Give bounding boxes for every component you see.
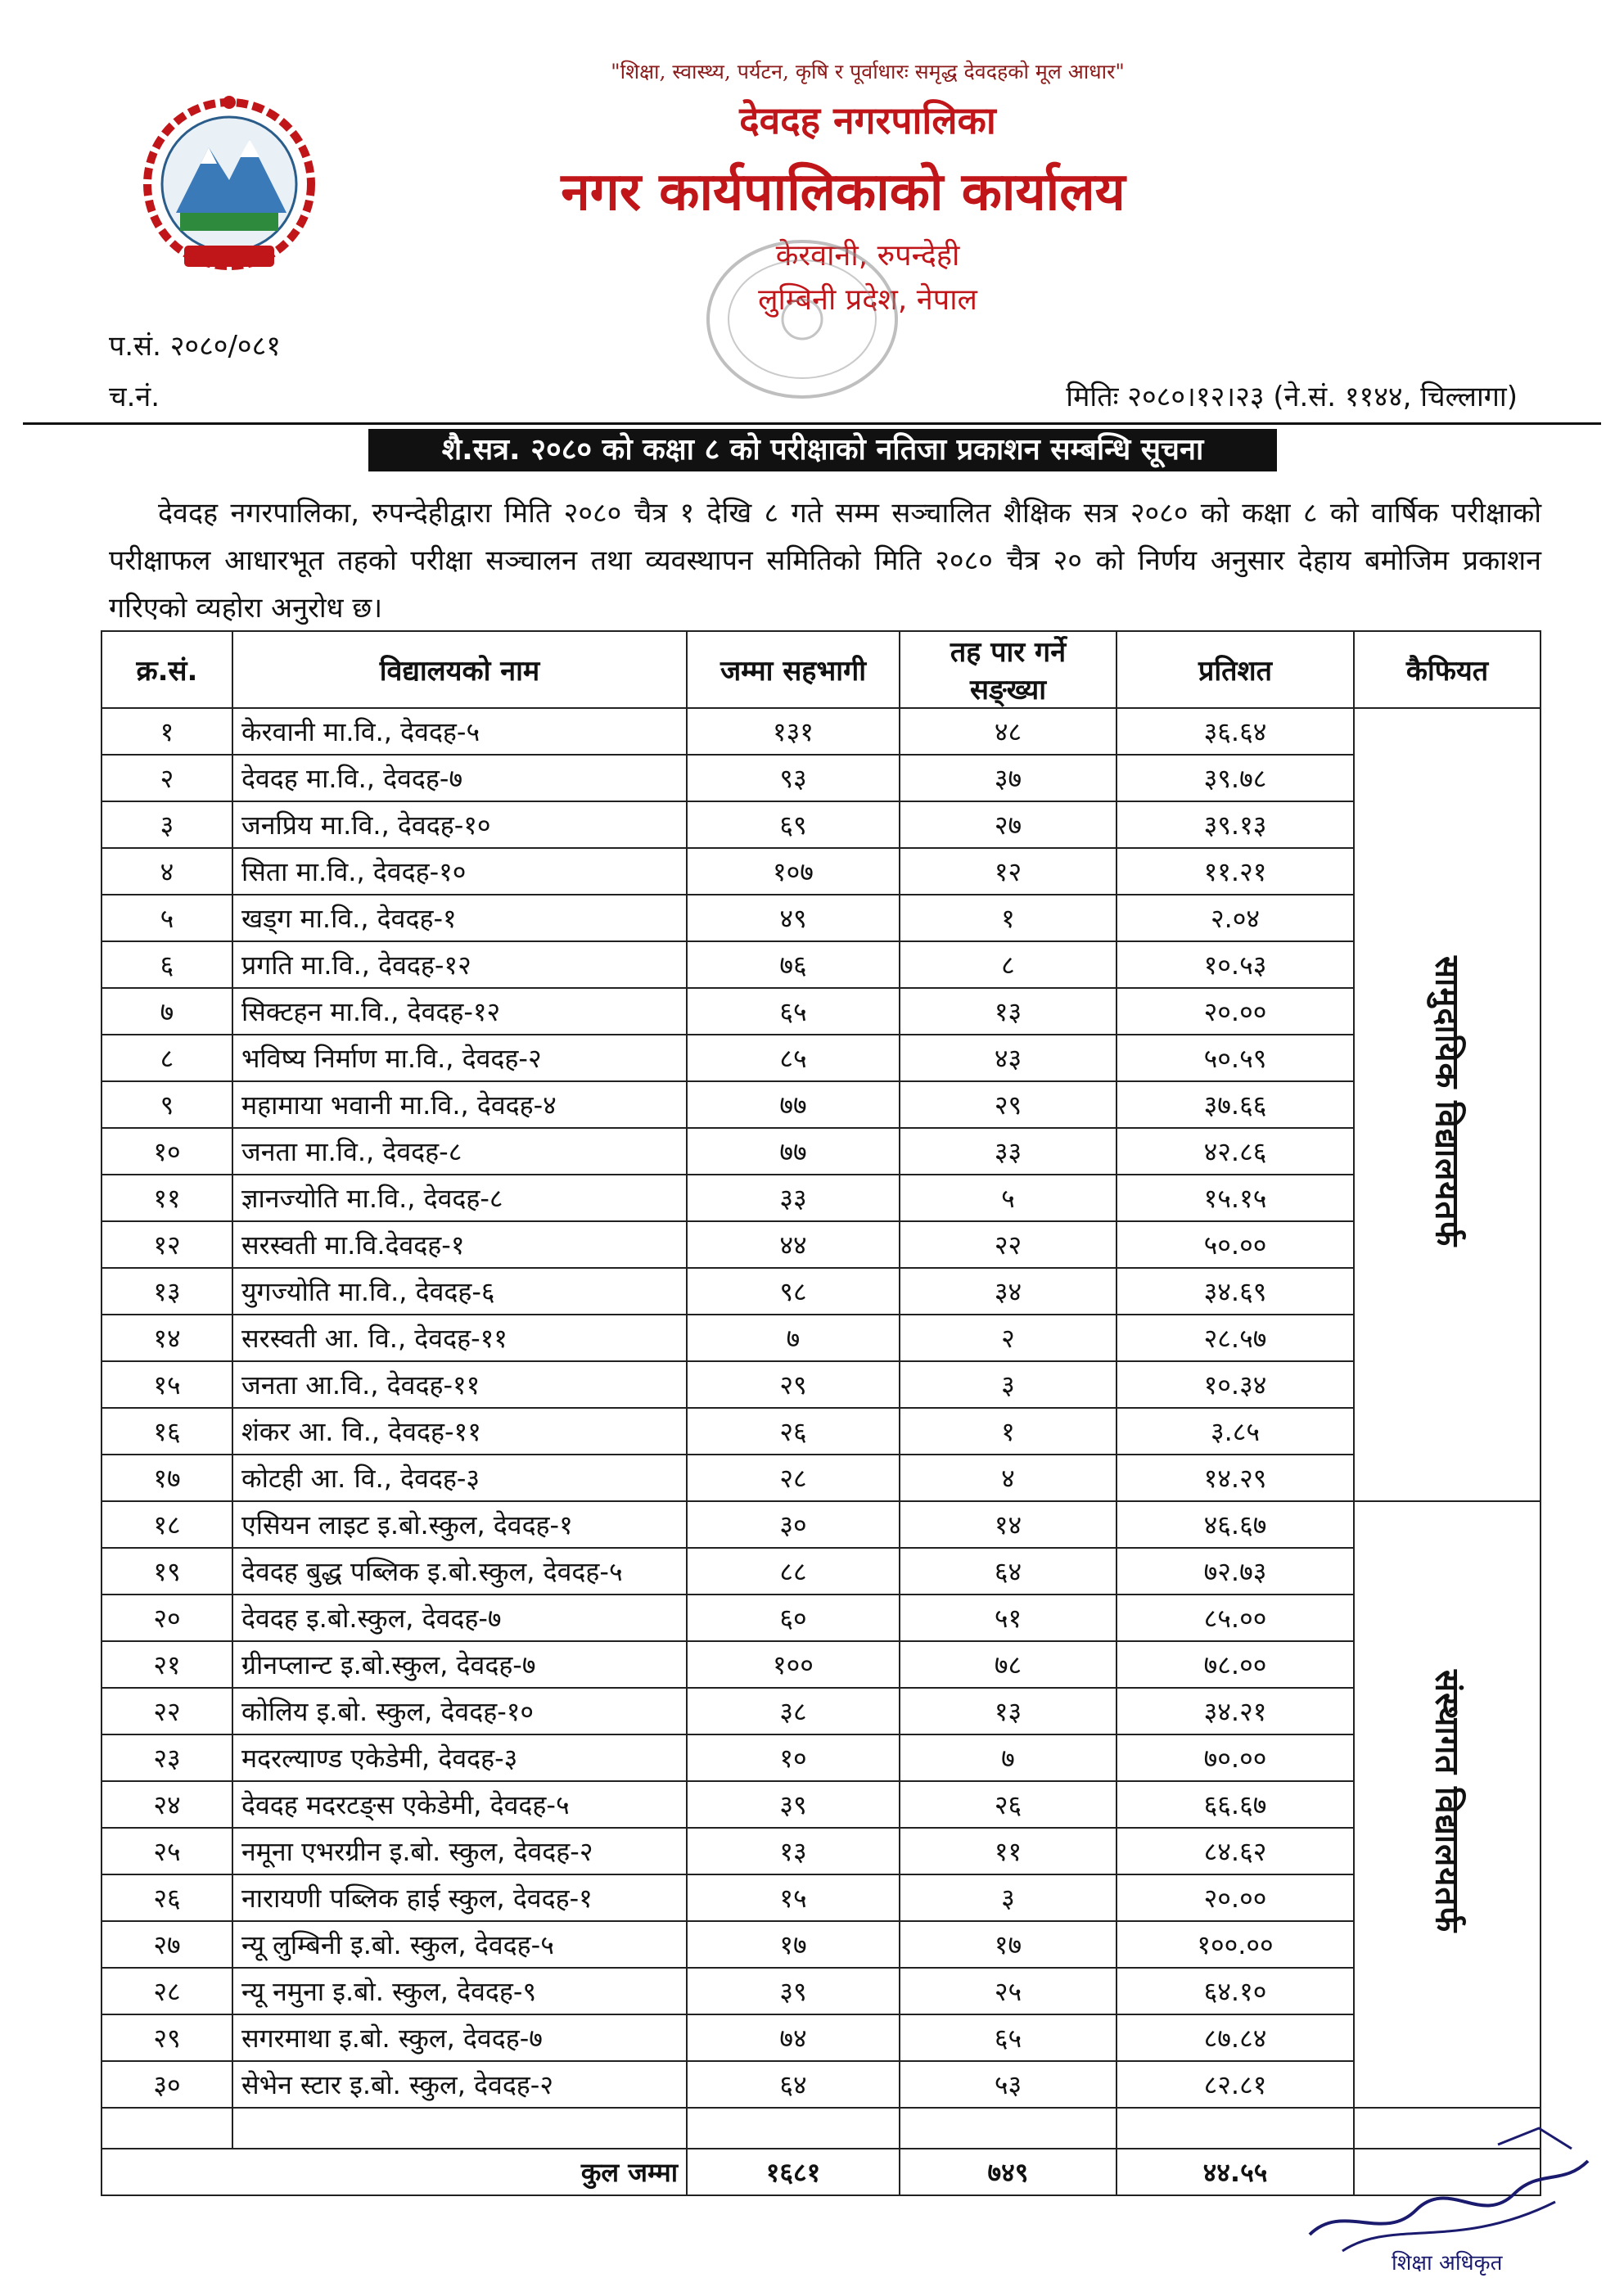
cell-total: १३१ [687,708,900,755]
address-line1: केरवानी, रुपन्देही [775,239,960,273]
cell-passed: १३ [900,1688,1116,1734]
dispatch-number: च.नं. [109,381,160,413]
cell-school: ग्रीनप्लान्ट इ.बो.स्कुल, देवदह-७ [232,1641,687,1688]
cell-percent: ३४.६९ [1116,1268,1354,1315]
cell-percent: ७२.७३ [1116,1548,1354,1595]
cell-school: सिक्टहन मा.वि., देवदह-१२ [232,988,687,1035]
cell-sn: १९ [102,1548,232,1595]
cell-passed: २७ [900,801,1116,848]
cell-sn: १ [102,708,232,755]
cell-school: देवदह मदरटङ्स एकेडेमी, देवदह-५ [232,1781,687,1828]
total-total: १६८१ [687,2149,900,2195]
cell-school: एसियन लाइट इ.बो.स्कुल, देवदह-१ [232,1501,687,1548]
cell-sn: २० [102,1595,232,1641]
cell-passed: ५ [900,1175,1116,1221]
cell-passed: ३ [900,1874,1116,1921]
cell-percent: ३९.१३ [1116,801,1354,848]
notice-title: शै.सत्र. २०८० को कक्षा ८ को परीक्षाको नतिजा प्रकाशन सम्बन्धि सूचना [368,429,1277,471]
table-header-row [102,631,1541,708]
cell-total: २८ [687,1455,900,1501]
cell-passed: २ [900,1315,1116,1361]
table-row [102,848,1541,895]
cell-school: जनप्रिय मा.वि., देवदह-१० [232,801,687,848]
cell-passed: ७८ [900,1641,1116,1688]
total-label: कुल जम्मा [102,2149,687,2195]
municipality-motto: "शिक्षा, स्वास्थ्य, पर्यटन, कृषि र पूर्वाधारः समृद्ध देवदहको मूल आधार" [611,60,1125,83]
cell-sn: ११ [102,1175,232,1221]
cell-percent: ४२.८६ [1116,1128,1354,1175]
cell-total: ७४ [687,2014,900,2061]
issue-date: मितिः २०८०।१२।२३ (ने.सं. ११४४, चिल्लागा) [1066,381,1518,413]
cell-percent: ६६.६७ [1116,1781,1354,1828]
total-percent: ४४.५५ [1116,2149,1354,2195]
table-row [102,1455,1541,1501]
table-row [102,2061,1541,2108]
group-community-label: सामुदायिक विद्यालयतर्फ [1428,955,1466,1247]
cell-sn: १५ [102,1361,232,1408]
cell-percent: ३६.६४ [1116,708,1354,755]
cell-school: सेभेन स्टार इ.बो. स्कुल, देवदह-२ [232,2061,687,2108]
table-row [102,1595,1541,1641]
cell-percent: ३.८५ [1116,1408,1354,1455]
cell-school: ज्ञानज्योति मा.वि., देवदह-८ [232,1175,687,1221]
cell-total: १३ [687,1828,900,1874]
spacer-cell [102,2108,232,2149]
table-row [102,2014,1541,2061]
cell-passed: ३ [900,1361,1116,1408]
cell-school: देवदह बुद्ध पब्लिक इ.बो.स्कुल, देवदह-५ [232,1548,687,1595]
cell-passed: २९ [900,1081,1116,1128]
cell-passed: ३३ [900,1128,1116,1175]
cell-percent: १००.०० [1116,1921,1354,1968]
cell-sn: ४ [102,848,232,895]
table-row [102,1641,1541,1688]
cell-percent: १०.५३ [1116,941,1354,988]
municipality-name: देवदह नगरपालिका [739,98,996,142]
cell-passed: ४८ [900,708,1116,755]
cell-school: शंकर आ. वि., देवदह-११ [232,1408,687,1455]
cell-sn: २ [102,755,232,801]
cell-percent: १०.३४ [1116,1361,1354,1408]
cell-passed: ११ [900,1828,1116,1874]
cell-total: २९ [687,1361,900,1408]
cell-sn: ६ [102,941,232,988]
cell-total: १७ [687,1921,900,1968]
cell-total: ४९ [687,895,900,941]
cell-school: सरस्वती मा.वि.देवदह-१ [232,1221,687,1268]
address-line2: लुम्बिनी प्रदेश, नेपाल [758,283,977,317]
cell-sn: ९ [102,1081,232,1128]
group-institutional-cell [1354,1501,1541,2108]
header-school: विद्यालयको नाम [232,631,687,708]
cell-total: ६५ [687,988,900,1035]
cell-percent: ३९.७८ [1116,755,1354,801]
cell-total: ६४ [687,2061,900,2108]
cell-total: ७ [687,1315,900,1361]
table-row [102,1921,1541,1968]
total-passed: ७४९ [900,2149,1116,2195]
cell-total: ७७ [687,1081,900,1128]
cell-percent: ५०.०० [1116,1221,1354,1268]
cell-total: ३९ [687,1781,900,1828]
cell-percent: ८२.८१ [1116,2061,1354,2108]
cell-sn: १६ [102,1408,232,1455]
cell-total: ४४ [687,1221,900,1268]
cell-percent: १४.२९ [1116,1455,1354,1501]
signatory-role: शिक्षा अधिकृत [1392,2251,1503,2276]
cell-total: १५ [687,1874,900,1921]
table-row [102,1221,1541,1268]
table-row [102,1548,1541,1595]
spacer-cell [232,2108,687,2149]
cell-passed: २६ [900,1781,1116,1828]
cell-passed: १७ [900,1921,1116,1968]
header-percent: प्रतिशत [1116,631,1354,708]
cell-total: १०७ [687,848,900,895]
cell-school: सरस्वती आ. वि., देवदह-११ [232,1315,687,1361]
cell-passed: २२ [900,1221,1116,1268]
cell-percent: ६४.१० [1116,1968,1354,2014]
cell-passed: २५ [900,1968,1116,2014]
cell-total: ३३ [687,1175,900,1221]
cell-total: २६ [687,1408,900,1455]
cell-percent: २८.५७ [1116,1315,1354,1361]
cell-total: ९८ [687,1268,900,1315]
cell-school: महामाया भवानी मा.वि., देवदह-४ [232,1081,687,1128]
header-divider [23,422,1601,425]
cell-percent: १५.१५ [1116,1175,1354,1221]
cell-sn: २१ [102,1641,232,1688]
cell-sn: ८ [102,1035,232,1081]
cell-sn: २५ [102,1828,232,1874]
cell-passed: ३७ [900,755,1116,801]
cell-school: जनता मा.वि., देवदह-८ [232,1128,687,1175]
spacer-cell [687,2108,900,2149]
cell-total: ६९ [687,801,900,848]
cell-passed: १४ [900,1501,1116,1548]
table-row [102,1175,1541,1221]
cell-passed: ४३ [900,1035,1116,1081]
table-row [102,1734,1541,1781]
cell-school: मदरल्याण्ड एकेडेमी, देवदह-३ [232,1734,687,1781]
cell-school: जनता आ.वि., देवदह-११ [232,1361,687,1408]
cell-percent: २०.०० [1116,988,1354,1035]
header-total: जम्मा सहभागी [687,631,900,708]
cell-passed: ७ [900,1734,1116,1781]
cell-percent: ७८.०० [1116,1641,1354,1688]
cell-percent: २०.०० [1116,1874,1354,1921]
cell-school: भविष्य निर्माण मा.वि., देवदह-२ [232,1035,687,1081]
table-row [102,1361,1541,1408]
cell-percent: ३४.२१ [1116,1688,1354,1734]
cell-percent: ८५.०० [1116,1595,1354,1641]
cell-total: १०० [687,1641,900,1688]
table-row [102,941,1541,988]
cell-percent: ५०.५९ [1116,1035,1354,1081]
cell-school: न्यू नमुना इ.बो. स्कुल, देवदह-९ [232,1968,687,2014]
table-row [102,1828,1541,1874]
cell-passed: ६५ [900,2014,1116,2061]
cell-school: नमूना एभरग्रीन इ.बो. स्कुल, देवदह-२ [232,1828,687,1874]
table-row [102,755,1541,801]
cell-passed: १ [900,895,1116,941]
cell-passed: १ [900,1408,1116,1455]
table-row [102,1081,1541,1128]
table-row [102,988,1541,1035]
cell-percent: २.०४ [1116,895,1354,941]
cell-school: खड्ग मा.वि., देवदह-१ [232,895,687,941]
group-institutional-label: संस्थागत विद्यालयतर्फ [1428,1669,1466,1933]
cell-school: देवदह इ.बो.स्कुल, देवदह-७ [232,1595,687,1641]
cell-sn: २६ [102,1874,232,1921]
cell-sn: १७ [102,1455,232,1501]
table-row [102,1035,1541,1081]
table-row [102,1688,1541,1734]
cell-total: ३० [687,1501,900,1548]
cell-sn: १३ [102,1268,232,1315]
table-row [102,1128,1541,1175]
nepal-emblem-icon [135,82,323,278]
cell-total: १० [687,1734,900,1781]
cell-total: ९३ [687,755,900,801]
cell-school: केरवानी मा.वि., देवदह-५ [232,708,687,755]
cell-passed: ५१ [900,1595,1116,1641]
notice-body: देवदह नगरपालिका, रुपन्देहीद्वारा मिति २०८० चैत्र १ देखि ८ गते सम्म सञ्चालित शैक्षिक सत्र २०८० को कक्षा ८ को वार्षिक परीक्षाको परीक्षाफल आधारभूत तहको परीक्षा सञ्चालन तथा व्यवस्थापन समितिको मिति २०८० चैत्र २० को निर्णय अनुसार देहाय बमोजिम प्रकाशन गरिएको व्यहोरा अनुरोध छ। [109,497,1541,625]
cell-sn: २९ [102,2014,232,2061]
cell-sn: ७ [102,988,232,1035]
cell-passed: ६४ [900,1548,1116,1595]
table-row [102,1408,1541,1455]
table-row [102,1268,1541,1315]
cell-passed: ४ [900,1455,1116,1501]
cell-school: देवदह मा.वि., देवदह-७ [232,755,687,801]
cell-percent: ३७.६६ [1116,1081,1354,1128]
cell-passed: १३ [900,988,1116,1035]
cell-school: कोलिय इ.बो. स्कुल, देवदह-१० [232,1688,687,1734]
table-row [102,801,1541,848]
cell-passed: १२ [900,848,1116,895]
cell-sn: २८ [102,1968,232,2014]
cell-sn: २४ [102,1781,232,1828]
group-community-cell [1354,708,1541,1501]
header-passed: तह पार गर्ने सङ्ख्या [900,631,1116,708]
cell-sn: १० [102,1128,232,1175]
table-row [102,895,1541,941]
cell-total: ३९ [687,1968,900,2014]
cell-passed: ८ [900,941,1116,988]
cell-total: ८५ [687,1035,900,1081]
cell-sn: १४ [102,1315,232,1361]
cell-total: ७७ [687,1128,900,1175]
cell-total: ६० [687,1595,900,1641]
reference-number: प.सं. २०८०/०८१ [109,330,281,363]
cell-passed: ५३ [900,2061,1116,2108]
cell-percent: ७०.०० [1116,1734,1354,1781]
cell-total: ८८ [687,1548,900,1595]
header-sn: क्र.सं. [102,631,232,708]
spacer-cell [900,2108,1116,2149]
table-row [102,1315,1541,1361]
cell-school: सगरमाथा इ.बो. स्कुल, देवदह-७ [232,2014,687,2061]
table-row [102,1501,1541,1548]
table-row [102,1968,1541,2014]
table-row [102,1781,1541,1828]
table-row [102,1874,1541,1921]
cell-total: ७६ [687,941,900,988]
cell-sn: १२ [102,1221,232,1268]
cell-sn: ५ [102,895,232,941]
office-stamp-icon [696,225,909,413]
cell-sn: २२ [102,1688,232,1734]
office-name: नगर कार्यपालिकाको कार्यालय [561,162,1126,223]
header-remarks: कैफियत [1354,631,1541,708]
cell-sn: ३ [102,801,232,848]
cell-sn: २७ [102,1921,232,1968]
cell-percent: ८४.६२ [1116,1828,1354,1874]
table-row [102,708,1541,755]
results-table [101,630,1541,2196]
cell-total: ३८ [687,1688,900,1734]
cell-school: युगज्योति मा.वि., देवदह-६ [232,1268,687,1315]
cell-percent: ८७.८४ [1116,2014,1354,2061]
cell-sn: २३ [102,1734,232,1781]
cell-school: नारायणी पब्लिक हाई स्कुल, देवदह-१ [232,1874,687,1921]
cell-percent: ११.२१ [1116,848,1354,895]
cell-percent: ४६.६७ [1116,1501,1354,1548]
cell-passed: ३४ [900,1268,1116,1315]
cell-sn: १८ [102,1501,232,1548]
cell-school: कोटही आ. वि., देवदह-३ [232,1455,687,1501]
cell-sn: ३० [102,2061,232,2108]
cell-school: न्यू लुम्बिनी इ.बो. स्कुल, देवदह-५ [232,1921,687,1968]
cell-school: सिता मा.वि., देवदह-१० [232,848,687,895]
cell-school: प्रगति मा.वि., देवदह-१२ [232,941,687,988]
